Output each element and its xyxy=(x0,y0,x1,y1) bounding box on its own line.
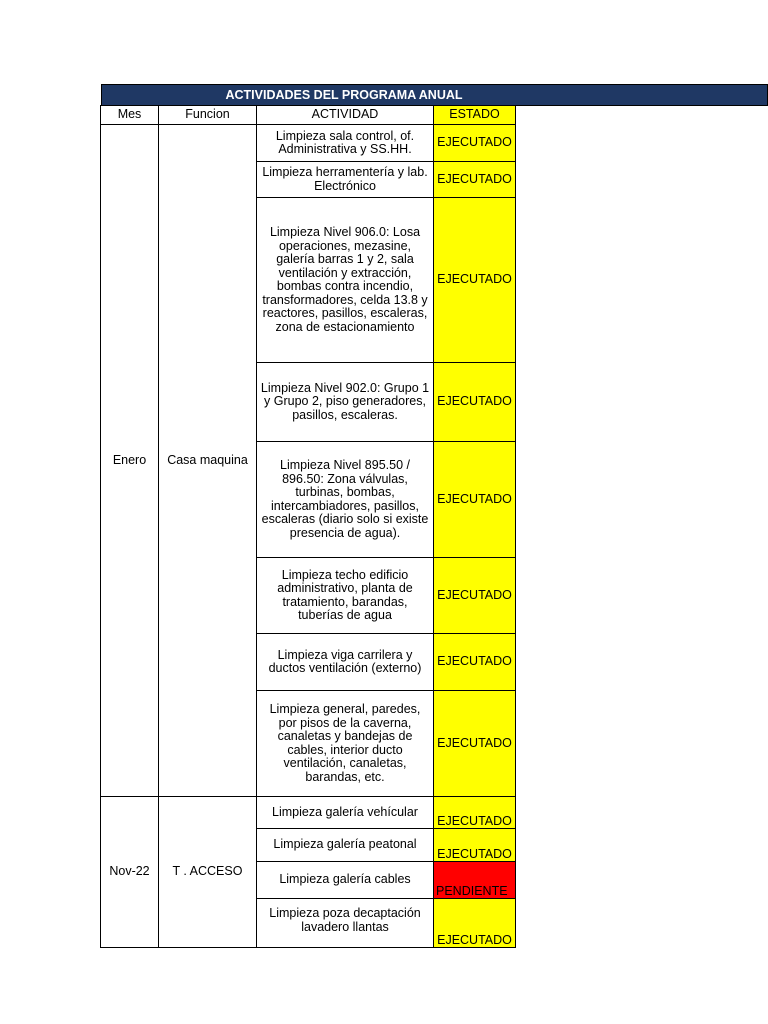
activities-table xyxy=(100,105,516,948)
status-cell xyxy=(434,125,516,162)
header-funcion: Funcion xyxy=(159,106,257,125)
status-label: EJECUTADO xyxy=(437,654,512,669)
status-cell xyxy=(434,363,516,442)
activity-cell: Limpieza Nivel 906.0: Losa operaciones, mezasine, galería barras 1 y 2, sala ventilación y extracción, bombas contra incendio, transformadores, celda 13.8 y reactores, pasillos, escaleras, zona de estacionamiento xyxy=(257,198,434,363)
activity-cell: Limpieza Nivel 902.0: Grupo 1 y Grupo 2, piso generadores, pasillos, escaleras. xyxy=(257,363,434,442)
status-label: EJECUTADO xyxy=(437,846,512,861)
status-label: EJECUTADO xyxy=(437,491,512,506)
status-label: EJECUTADO xyxy=(437,587,512,602)
status-label: EJECUTADO xyxy=(437,813,512,828)
status-cell xyxy=(434,198,516,363)
activity-cell: Limpieza herramentería y lab. Electrónico xyxy=(257,162,434,198)
activity-cell: Limpieza galería cables xyxy=(257,862,434,899)
activity-cell: Limpieza poza decaptación lavadero llantas xyxy=(257,899,434,948)
status-label: EJECUTADO xyxy=(437,735,512,750)
activity-cell: Limpieza techo edificio administrativo, planta de tratamiento, barandas, tuberías de agua xyxy=(257,558,434,634)
status-cell xyxy=(434,634,516,691)
activity-cell: Limpieza sala control, of. Administrativa y SS.HH. xyxy=(257,125,434,162)
table-row xyxy=(101,125,516,162)
activity-cell: Limpieza Nivel 895.50 / 896.50: Zona válvulas, turbinas, bombas, intercambiadores, pasillos, escaleras (diario solo si existe presencia de agua). xyxy=(257,442,434,558)
status-label: EJECUTADO xyxy=(437,394,512,409)
status-cell xyxy=(434,162,516,198)
status-label: EJECUTADO xyxy=(437,135,512,150)
status-cell xyxy=(434,691,516,797)
table-row xyxy=(101,797,516,829)
header-row xyxy=(101,106,516,125)
header-mes: Mes xyxy=(101,106,159,125)
status-cell xyxy=(434,442,516,558)
month-cell: Enero xyxy=(101,125,159,797)
header-actividad: ACTIVIDAD xyxy=(257,106,434,125)
status-cell xyxy=(434,829,516,862)
status-cell xyxy=(434,797,516,829)
activity-cell: Limpieza galería peatonal xyxy=(257,829,434,862)
activity-cell: Limpieza general, paredes, por pisos de la caverna, canaletas y bandejas de cables, interior ducto ventilación, canaletas, barandas, etc. xyxy=(257,691,434,797)
status-label: EJECUTADO xyxy=(437,272,512,287)
month-cell: Nov-22 xyxy=(101,797,159,948)
status-label: EJECUTADO xyxy=(437,171,512,186)
status-cell xyxy=(434,899,516,948)
status-cell xyxy=(434,558,516,634)
table-title: ACTIVIDADES DEL PROGRAMA ANUAL xyxy=(225,88,463,102)
status-label: PENDIENTE xyxy=(436,883,508,898)
status-cell xyxy=(434,862,516,899)
status-label: EJECUTADO xyxy=(437,932,512,947)
function-cell: T . ACCESO xyxy=(159,797,257,948)
table-title-bar xyxy=(101,84,768,106)
header-estado: ESTADO xyxy=(434,106,516,125)
activity-cell: Limpieza viga carrilera y ductos ventilación (externo) xyxy=(257,634,434,691)
function-cell: Casa maquina xyxy=(159,125,257,797)
activity-cell: Limpieza galería vehícular xyxy=(257,797,434,829)
